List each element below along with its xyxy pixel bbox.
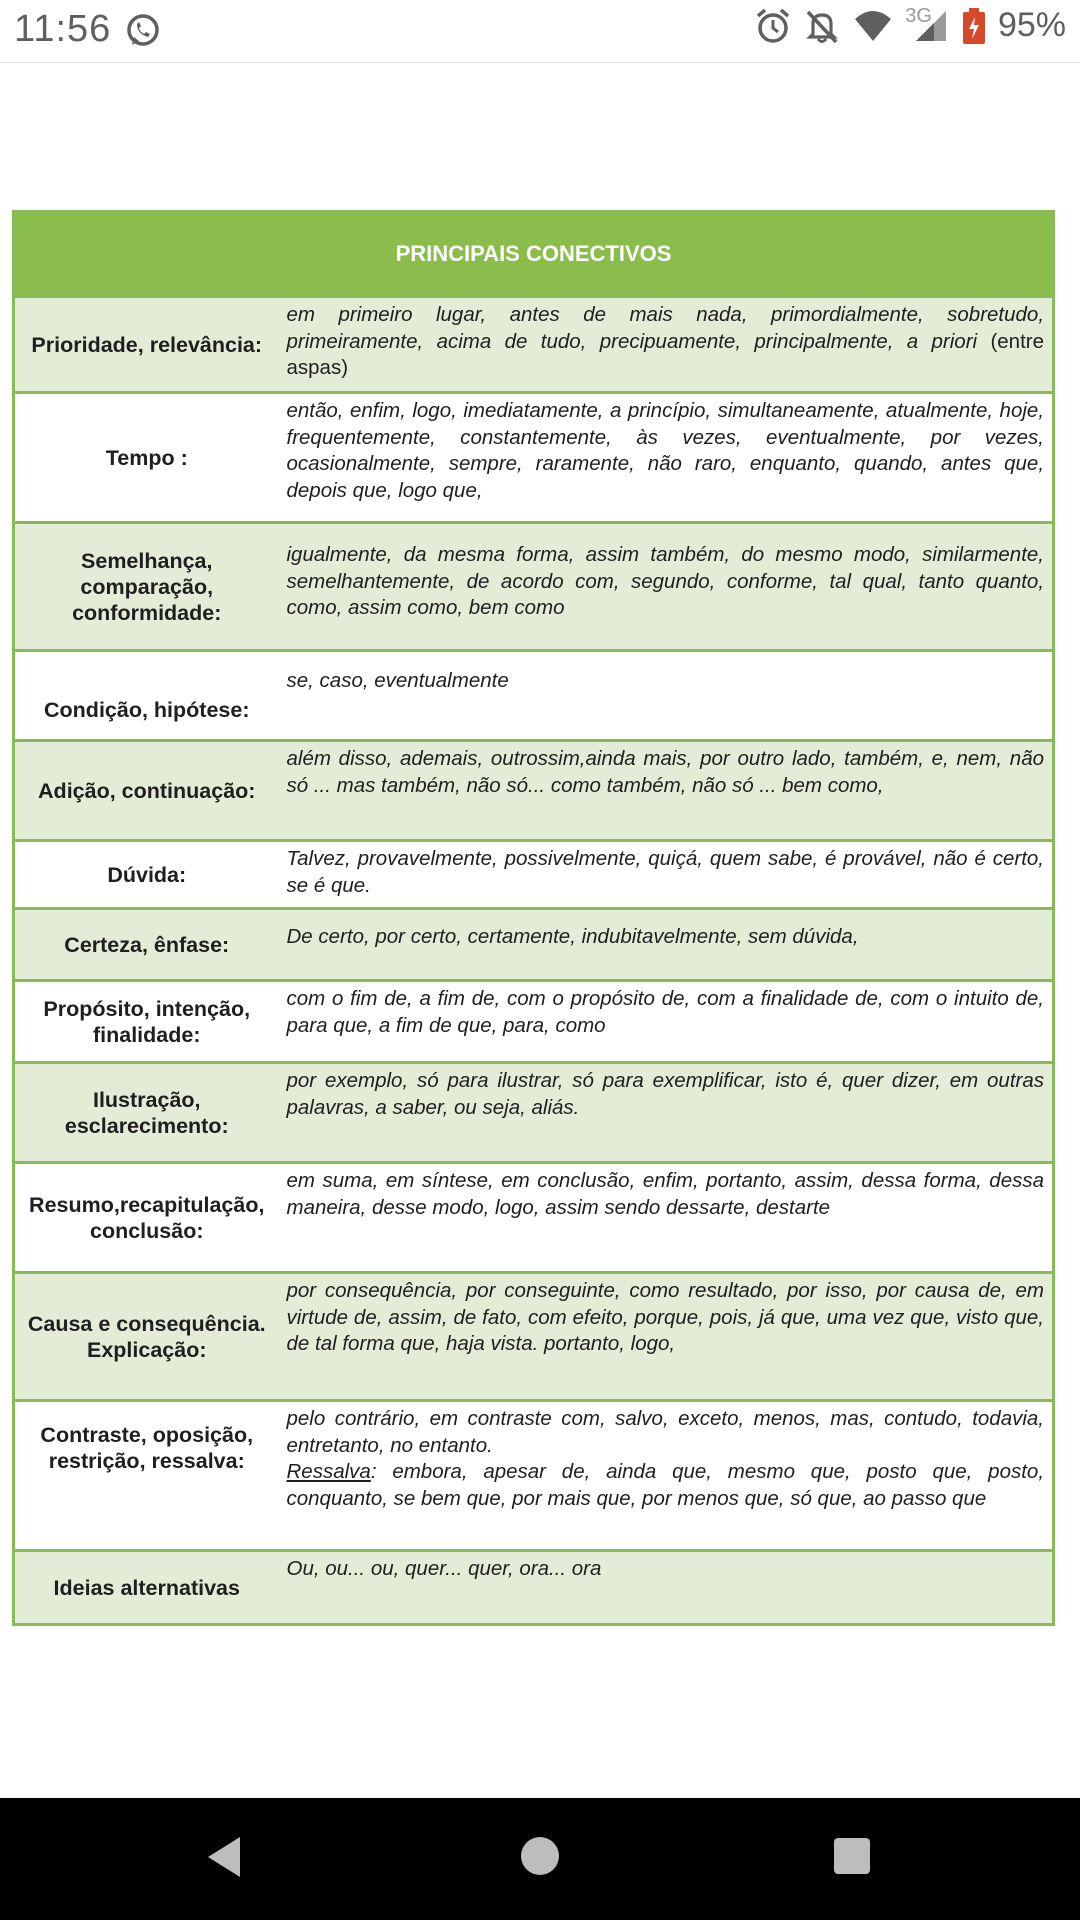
- row-label: Dúvida:: [14, 841, 279, 909]
- row-note: (entre aspas): [286, 329, 1045, 379]
- table-row: [14, 393, 1054, 523]
- row-text: De certo, por certo, certamente, indubitavelmente, sem dúvida,: [279, 909, 1054, 981]
- row-label: Ideias alternativas: [14, 1551, 279, 1625]
- row-label: Condição, hipótese:: [14, 651, 279, 741]
- alarm-icon: [755, 7, 791, 45]
- row-text: [279, 1401, 1054, 1551]
- row-text: então, enfim, logo, imediatamente, a princípio, simultaneamente, atualmente, hoje, frequentemente, constantemente, às vezes, eventualmente, por vezes, ocasionalmente, sempre, raramente, não raro, enquanto, quando, antes que, depois que, logo que,: [279, 393, 1054, 523]
- wifi-icon: [853, 9, 893, 43]
- row-label: Propósito, intenção, finalidade:: [14, 981, 279, 1063]
- status-bar: [0, 0, 1080, 63]
- table-row: [14, 981, 1054, 1063]
- row-label: Resumo,recapitulação, conclusão:: [14, 1163, 279, 1273]
- table-row: [14, 1273, 1054, 1401]
- table-row: [14, 523, 1054, 651]
- row-text: [279, 297, 1054, 393]
- home-icon: [518, 1834, 562, 1878]
- row-text: se, caso, eventualmente: [279, 651, 1054, 741]
- table-row: [14, 741, 1054, 841]
- row-label: Ilustração, esclarecimento:: [14, 1063, 279, 1163]
- home-button[interactable]: [518, 1834, 562, 1883]
- row-text-content: pelo contrário, em contraste com, salvo, exceto, menos, mas, contudo, todavia, entretanto, no entanto.: [286, 1407, 1045, 1457]
- row-text: Talvez, provavelmente, possivelmente, quiçá, quem sabe, é provável, não é certo, se é que.: [279, 841, 1054, 909]
- ressalva-label: Ressalva: [286, 1460, 371, 1483]
- row-text: além disso, ademais, outrossim,ainda mais, por outro lado, também, e, nem, não só ... mas também, não só... como também, não só ... bem como,: [279, 741, 1054, 841]
- row-text: por exemplo, só para ilustrar, só para exemplificar, isto é, quer dizer, em outras palavras, a saber, ou seja, aliás.: [279, 1063, 1054, 1163]
- table-row: [14, 1063, 1054, 1163]
- row-label: Certeza, ênfase:: [14, 909, 279, 981]
- connectives-table: [12, 210, 1055, 1626]
- row-label: Causa e consequência. Explicação:: [14, 1273, 279, 1401]
- row-text: igualmente, da mesma forma, assim também, do mesmo modo, similarmente, semelhantemente, de acordo com, segundo, conforme, tal qual, tanto quanto, como, assim como, bem como: [279, 523, 1054, 651]
- row-label: Adição, continuação:: [14, 741, 279, 841]
- table-title: PRINCIPAIS CONECTIVOS: [14, 212, 1054, 297]
- row-text: por consequência, por conseguinte, como resultado, por isso, por causa de, em virtude de, assim, de fato, com efeito, porque, pois, já que, uma vez que, visto que, de tal forma que, haja vista. portanto, logo,: [279, 1273, 1054, 1401]
- back-icon: [204, 1834, 244, 1880]
- table-row: [14, 1163, 1054, 1273]
- table-header: [14, 212, 1054, 297]
- row-label: Contraste, oposição, restrição, ressalva:: [14, 1401, 279, 1551]
- table-row: [14, 841, 1054, 909]
- table-row: [14, 651, 1054, 741]
- row-label: Prioridade, relevância:: [14, 297, 279, 393]
- battery-percent: 95%: [997, 6, 1066, 44]
- table-row: [14, 1551, 1054, 1625]
- row-text: Ou, ou... ou, quer... quer, ora... ora: [279, 1551, 1054, 1625]
- network-type: 3G: [905, 5, 932, 27]
- table-row: [14, 1401, 1054, 1551]
- navigation-bar: [0, 1798, 1080, 1920]
- battery-icon: [962, 7, 986, 45]
- recents-button[interactable]: [830, 1834, 874, 1883]
- back-button[interactable]: [204, 1834, 244, 1885]
- row-label: Tempo :: [14, 393, 279, 523]
- recents-icon: [830, 1834, 874, 1878]
- ressalva-text: : embora, apesar de, ainda que, mesmo que, posto que, posto, conquanto, se bem que, por mais que, por menos que, só que, ao passo que: [286, 1460, 1045, 1510]
- status-icons: [755, 6, 1066, 45]
- status-time: 11:56: [14, 8, 112, 50]
- table-row: [14, 297, 1054, 393]
- table-row: [14, 909, 1054, 981]
- row-text: em suma, em síntese, em conclusão, enfim, portanto, assim, dessa forma, dessa maneira, desse modo, logo, assim sendo dessarte, destarte: [279, 1163, 1054, 1273]
- row-text-content: em primeiro lugar, antes de mais nada, primordialmente, sobretudo, primeiramente, acima de tudo, precipuamente, principalmente, a priori: [286, 303, 1045, 353]
- row-text: com o fim de, a fim de, com o propósito de, com a finalidade de, com o intuito de, para que, a fim de que, para, como: [279, 981, 1054, 1063]
- bell-off-icon: [803, 7, 841, 45]
- row-label: Semelhança, comparação, conformidade:: [14, 523, 279, 651]
- whatsapp-icon: [124, 12, 162, 55]
- signal-icon: [914, 9, 950, 43]
